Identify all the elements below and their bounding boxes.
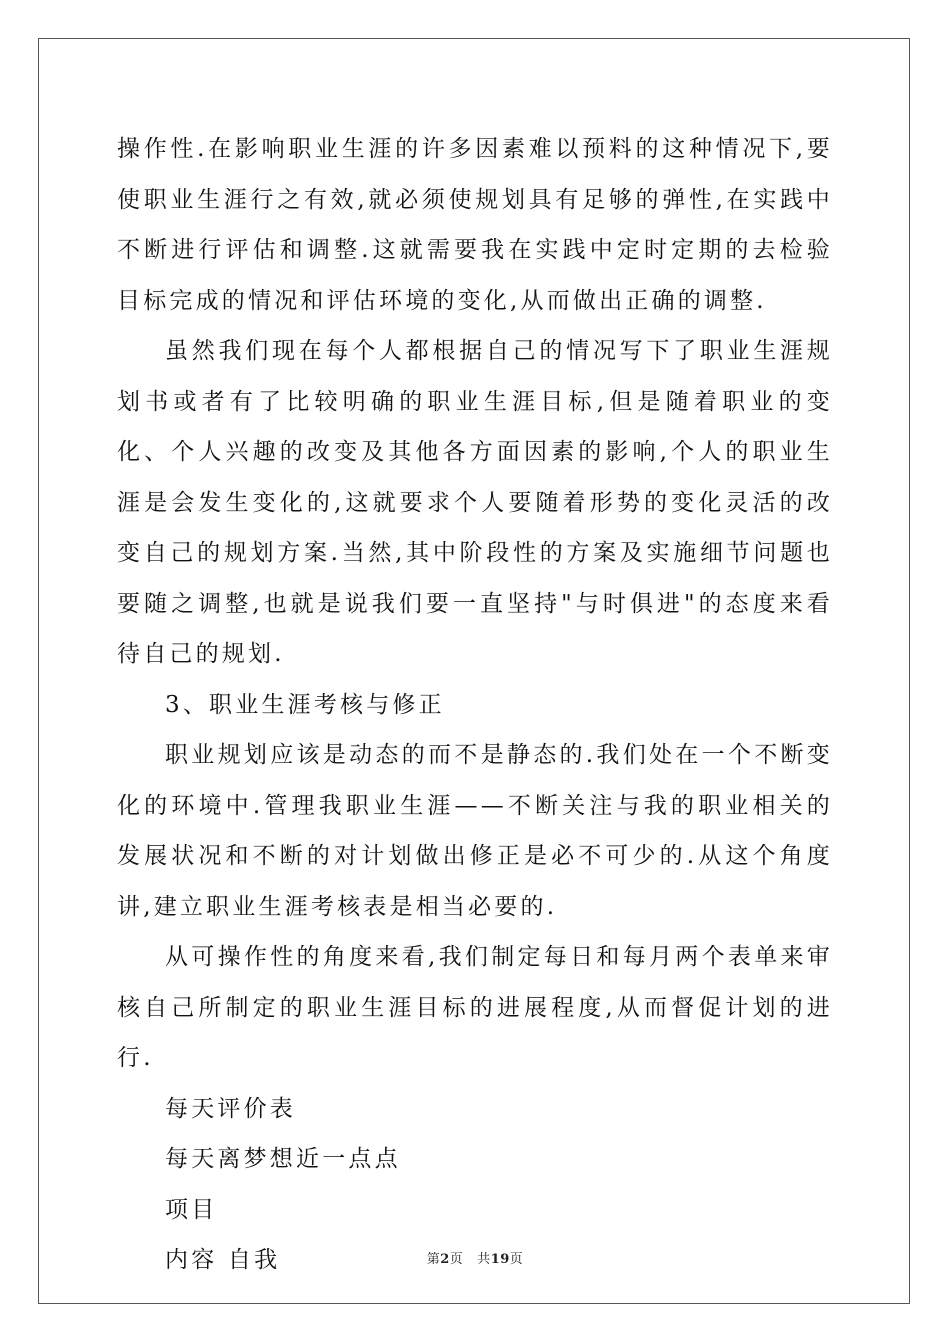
paragraph-4: 从可操作性的角度来看,我们制定每日和每月两个表单来审核自己所制定的职业生涯目标的进展程度,从而督促计划的进行. xyxy=(117,944,833,1071)
paragraph-1: 操作性.在影响职业生涯的许多因素难以预料的这种情况下,要使职业生涯行之有效,就必须使规划具有足够的弹性,在实践中不断进行评估和调整.这就需要我在实践中定时定期的去检验目标完成的情况和评估环境的变化,从而做出正确的调整. xyxy=(117,136,833,314)
footer-total-prefix: 共 xyxy=(477,1252,491,1267)
table-label-item: 项目 xyxy=(165,1196,218,1223)
footer-total-pages: 19 xyxy=(490,1252,510,1267)
page-footer xyxy=(0,1248,950,1267)
footer-page-prefix: 第 xyxy=(426,1252,441,1267)
footer-page-suffix: 页 xyxy=(449,1252,464,1267)
footer-page-number: 2 xyxy=(440,1252,450,1267)
paragraph-3: 职业规划应该是动态的而不是静态的.我们处在一个不断变化的环境中.管理我职业生涯——不断关注与我的职业相关的发展状况和不断的对计划做出修正是必不可少的.从这个角度讲,建立职业生涯考核表是相当必要的. xyxy=(117,742,833,920)
table-label-content: 内容 自我 xyxy=(165,1247,281,1273)
paragraph-2: 虽然我们现在每个人都根据自己的情况写下了职业生涯规划书或者有了比较明确的职业生涯目标,但是随着职业的变化、个人兴趣的改变及其他各方面因素的影响,个人的职业生涯是会发生变化的,这就要求个人要随着形势的变化灵活的改变自己的规划方案.当然,其中阶段性的方案及实施细节问题也要随之调整,也就是说我们要一直坚持"与时俱进"的态度来看待自己的规划. xyxy=(117,338,833,667)
document-body xyxy=(117,124,833,1286)
footer-total-suffix: 页 xyxy=(509,1252,524,1267)
table-subtitle: 每天离梦想近一点点 xyxy=(165,1146,401,1172)
table-title: 每天评价表 xyxy=(165,1095,296,1122)
section-heading: 3、职业生涯考核与修正 xyxy=(165,691,445,718)
